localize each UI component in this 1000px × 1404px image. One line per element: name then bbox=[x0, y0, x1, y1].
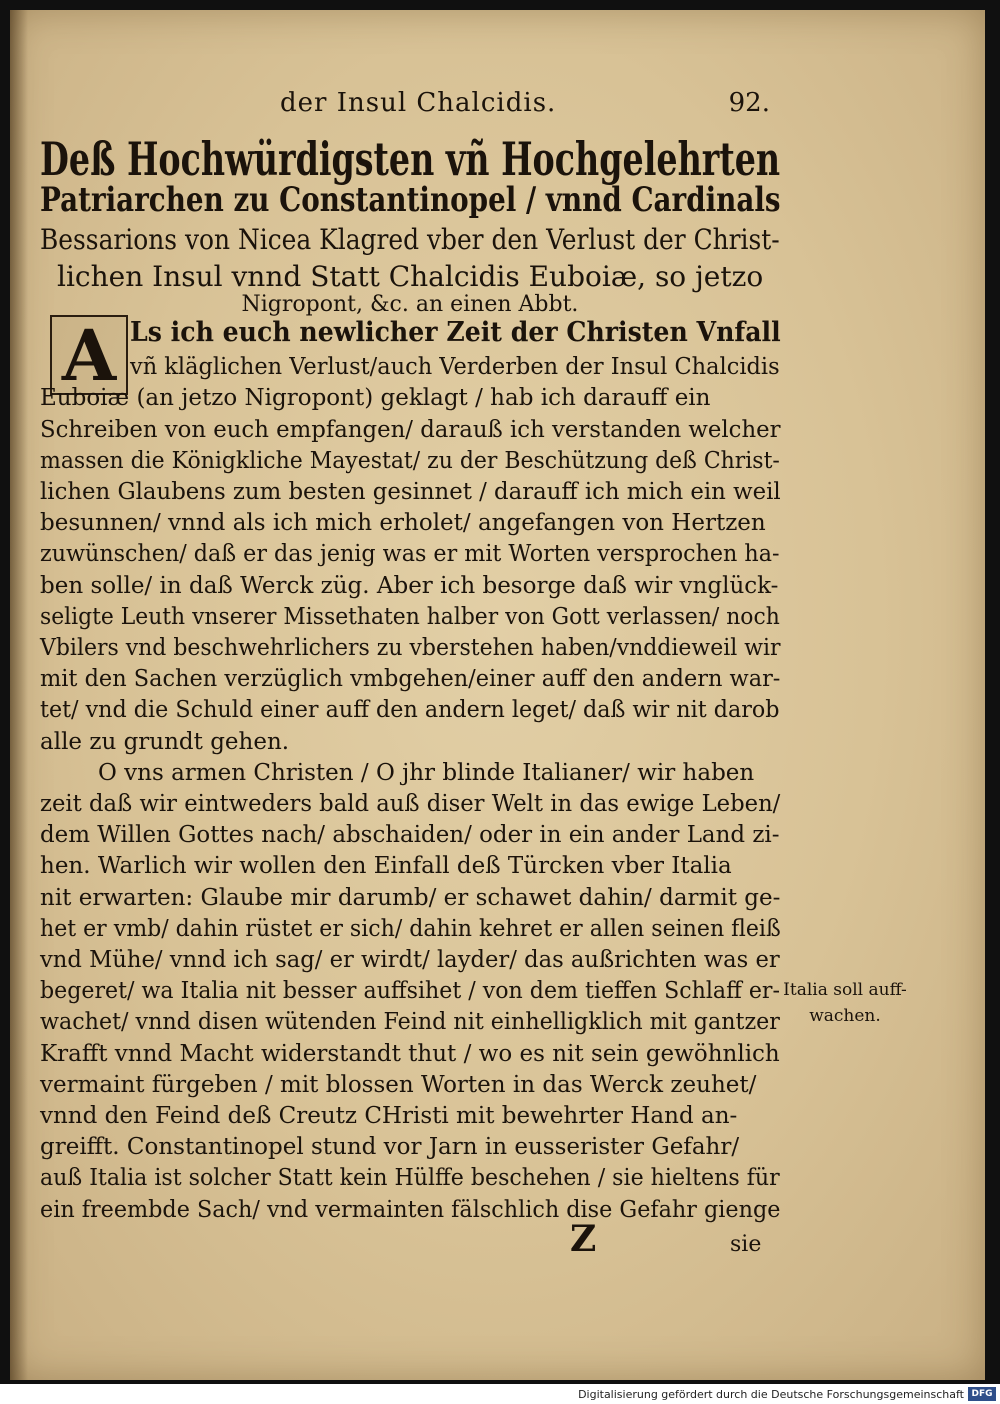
text-line: tet/ vnd die Schuld einer auff den andern leget/ daß wir nit darob bbox=[40, 697, 780, 724]
margin-note-line: wachen. bbox=[809, 1006, 881, 1026]
text-line: besunnen/ vnnd als ich mich erholet/ angefangen von Hertzen bbox=[40, 510, 766, 537]
text-line: Schreiben von euch empfangen/ darauß ich verstanden welcher bbox=[40, 416, 781, 443]
text-line: nit erwarten: Glaube mir darumb/ er schawet dahin/ darmit ge- bbox=[40, 884, 781, 911]
title-line: Deß Hochwürdigsten vñ Hochgelehrten bbox=[40, 132, 781, 186]
text-line: dem Willen Gottes nach/ abschaiden/ oder in ein ander Land zi- bbox=[40, 822, 780, 849]
dfg-logo: DFG bbox=[968, 1387, 996, 1401]
text-line: vermaint fürgeben / mit blossen Worten in das Werck zeuhet/ bbox=[40, 1071, 757, 1098]
text-line: vnd Mühe/ vnnd ich sag/ er wirdt/ layder/ das außrichten was er bbox=[40, 947, 780, 973]
page-number: 92. bbox=[728, 88, 770, 118]
text-line: begeret/ wa Italia nit besser auffsihet / von dem tieffen Schlaff er- bbox=[40, 978, 780, 1005]
text-line: mit den Sachen verzüglich vmbgehen/einer auff den andern war- bbox=[40, 666, 781, 693]
text-line: alle zu grundt gehen. bbox=[40, 728, 290, 755]
text-line: seligte Leuth vnserer Missethaten halber von Gott verlassen/ noch bbox=[40, 603, 780, 630]
text-line: zeit daß wir eintweders bald auß diser Welt in das ewige Leben/ bbox=[40, 791, 781, 817]
text-line: massen die Königkliche Mayestat/ zu der Beschützung deß Christ- bbox=[40, 447, 780, 474]
footer-credit: Digitalisierung gefördert durch die Deutsche Forschungsgemeinschaft bbox=[578, 1388, 964, 1401]
decorated-initial: A bbox=[50, 315, 128, 395]
text-line: O vns armen Christen / O jhr blinde Italianer/ wir haben bbox=[98, 759, 755, 786]
text-line: het er vmb/ dahin rüstet er sich/ dahin kehret er allen seinen fleiß bbox=[40, 915, 781, 942]
margin-note-line: Italia soll auff- bbox=[783, 980, 907, 1000]
title-line: Bessarions von Nicea Klagred vber den Verlust der Christ- bbox=[40, 223, 780, 256]
text-line: Krafft vnnd Macht widerstandt thut / wo es nit sein gewöhnlich bbox=[40, 1040, 780, 1067]
text-line: lichen Glaubens zum besten gesinnet / darauff ich mich ein weil bbox=[40, 479, 781, 505]
catchword: sie bbox=[730, 1232, 762, 1257]
margin-note bbox=[765, 977, 925, 1029]
text-line: vnnd den Feind deß Creutz CHristi mit bewehrter Hand an- bbox=[40, 1103, 738, 1129]
text-line: Euboiæ (an jetzo Nigropont) geklagt / hab ich darauff ein bbox=[40, 385, 711, 412]
text-line: ben solle/ in daß Werck züg. Aber ich besorge daß wir vnglück- bbox=[40, 572, 779, 599]
title-line: Nigropont, &c. an einen Abbt. bbox=[241, 292, 579, 317]
text-line: ein freembde Sach/ vnd vermainten fälschlich dise Gefahr gienge bbox=[40, 1196, 781, 1223]
text-line: wachet/ vnnd disen wütenden Feind nit einhelligklich mit gantzer bbox=[40, 1009, 780, 1036]
text-line: zuwünschen/ daß er das jenig was er mit Worten versprochen ha- bbox=[40, 541, 780, 568]
running-title: der Insul Chalcidis. bbox=[280, 88, 557, 118]
signature-mark: Z bbox=[570, 1218, 597, 1260]
text-line: hen. Warlich wir wollen den Einfall deß Türcken vber Italia bbox=[40, 853, 732, 880]
title-line: lichen Insul vnnd Statt Chalcidis Euboiæ, so jetzo bbox=[57, 260, 764, 293]
footer-bar bbox=[0, 1386, 1000, 1404]
running-head bbox=[250, 88, 770, 128]
text-line: Vbilers vnd beschwehrlichers zu vberstehen haben/vnddieweil wir bbox=[40, 635, 781, 661]
text-line: Ls ich euch newlicher Zeit der Christen Vnfall bbox=[130, 317, 781, 348]
title-line: Patriarchen zu Constantinopel / vnnd Cardinals bbox=[40, 180, 781, 220]
book-page bbox=[10, 10, 985, 1380]
text-line: auß Italia ist solcher Statt kein Hülffe beschehen / sie hieltens für bbox=[40, 1165, 780, 1192]
text-line: greifft. Constantinopel stund vor Jarn in eusserister Gefahr/ bbox=[40, 1134, 740, 1161]
text-line: vñ kläglichen Verlust/auch Verderben der Insul Chalcidis bbox=[130, 354, 780, 381]
